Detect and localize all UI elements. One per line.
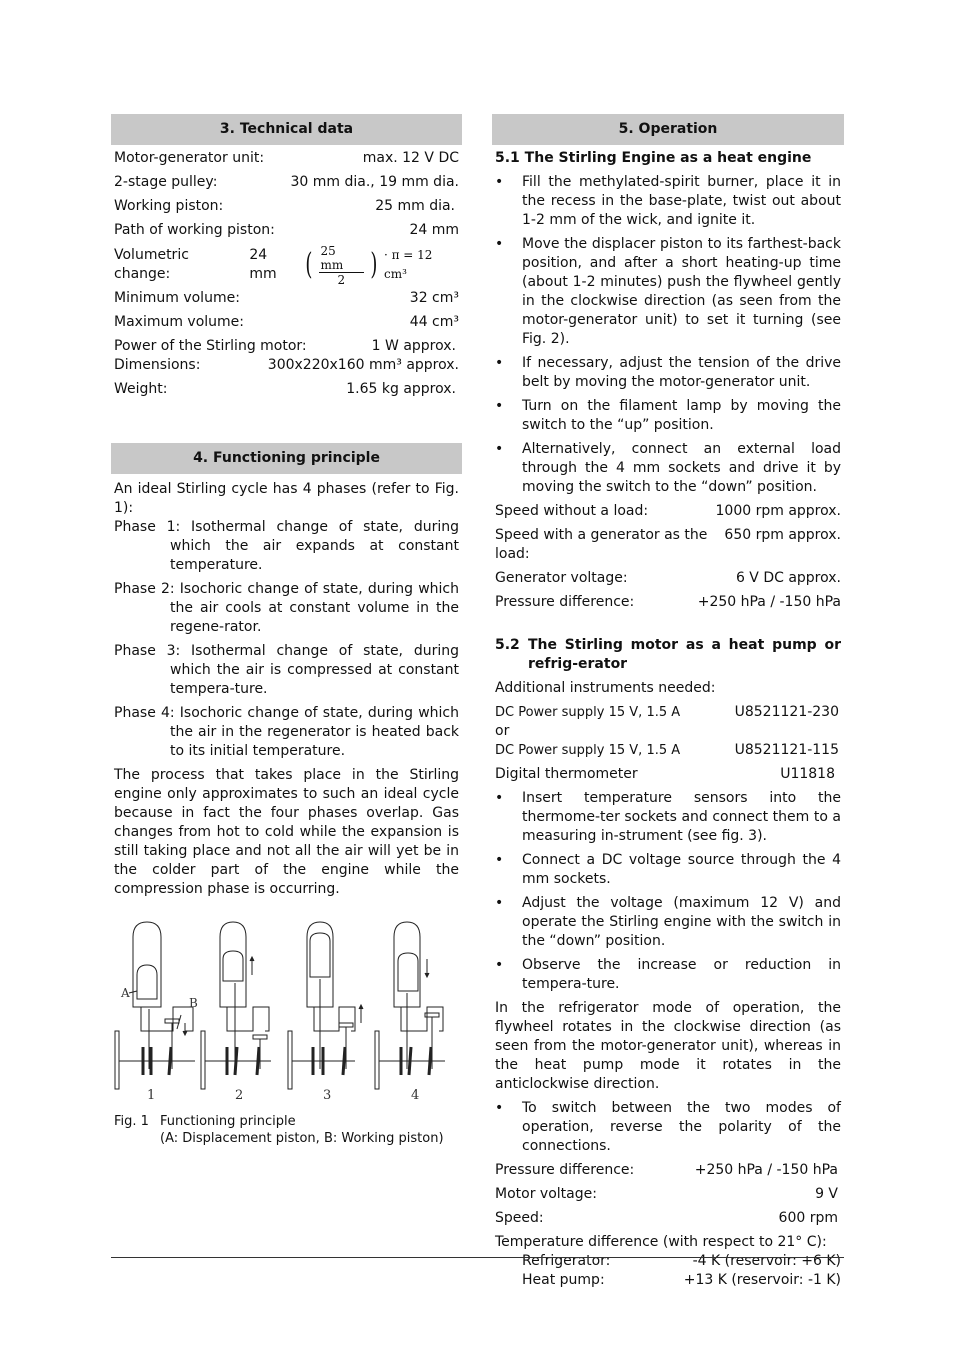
caption-number: Fig. 1	[114, 1114, 149, 1129]
formula-suffix: · π = 12 cm³	[383, 248, 433, 281]
functioning-body: The process that takes place in the Stirling engine only approximates to such an ideal cycle because in fact the four phases overlap. Gas changes from hot to cold while the expansion is still taking place and not all the air will yet be in the colder part of the engine while the compression phase is occurring.	[114, 767, 459, 897]
spec-value: 300x220x160 mm³ approx.	[267, 357, 459, 373]
phase-1: Phase 1: Isothermal change of state, during which the air expands at constant temperature.	[114, 519, 459, 573]
operation-heading: 5. Operation	[492, 114, 844, 145]
spec-key: Working piston:	[114, 198, 224, 214]
spec-value: 1.65 kg approx.	[346, 381, 456, 397]
spec-row	[111, 197, 462, 216]
spec-value: 30 mm dia., 19 mm dia.	[290, 174, 459, 190]
instrument-name: DC Power supply 15 V, 1.5 A	[495, 705, 681, 720]
functioning-intro: An ideal Stirling cycle has 4 phases (refer to Fig. 1):	[114, 481, 459, 516]
spec-value: 9 V	[815, 1186, 838, 1202]
section-5-2-title	[492, 636, 844, 674]
temperature-value: -4 K (reservoir: +6 K)	[692, 1253, 841, 1269]
temperature-value: +13 K (reservoir: -1 K)	[683, 1272, 841, 1288]
spec-key: Motor-generator unit:	[114, 150, 265, 166]
temperature-row	[492, 1252, 844, 1271]
temperature-key: Refrigerator:	[522, 1253, 611, 1269]
engine-diagram-4	[375, 922, 445, 1089]
instruments-intro: Additional instruments needed:	[495, 680, 716, 696]
functioning-principle-figure	[111, 919, 462, 1109]
temperature-difference-label: Temperature difference (with respect to 21° C):	[495, 1234, 827, 1250]
section-5-1-title: 5.1 The Stirling Engine as a heat engine	[495, 150, 812, 166]
spec-value: +250 hPa / -150 hPa	[697, 594, 841, 610]
switch-mode-steps	[492, 1099, 844, 1156]
figure-number-2: 2	[235, 1088, 244, 1103]
instrument-name: or	[495, 723, 510, 739]
spec-row	[111, 313, 462, 332]
spec-key: Speed with a generator as the load:	[495, 527, 708, 562]
spec-row	[492, 593, 844, 612]
list-item: • Turn on the filament lamp by moving the switch to the “up” position.	[492, 397, 844, 435]
spec-key: Weight:	[114, 381, 168, 397]
spec-key: Speed without a load:	[495, 503, 649, 519]
spec-row	[111, 337, 462, 356]
spec-row	[492, 1209, 844, 1228]
spec-key: Pressure difference:	[495, 594, 635, 610]
instrument-row	[492, 722, 844, 741]
spec-key: Volumetric change:	[114, 247, 189, 282]
left-column	[111, 114, 462, 1147]
volumetric-formula	[249, 244, 459, 287]
spec-value: 44 cm³	[409, 314, 459, 330]
figure-label-b: B	[189, 996, 198, 1010]
right-column	[492, 114, 844, 1290]
heat-pump-steps	[492, 789, 844, 994]
spec-key: 2-stage pulley:	[114, 174, 218, 190]
spec-value: 1000 rpm approx.	[715, 503, 841, 519]
phase-4: Phase 4: Isochoric change of state, during which the air in the regenerator is heated back to its initial temperature.	[114, 705, 459, 759]
temperature-row	[492, 1271, 844, 1290]
list-item: • Move the displacer piston to its farthest-back position, and after a short heating-up time (about 1-2 minutes) push the flywheel gently in the clockwise direction (as seen from the motor-generator unit) to set it turning (see Fig. 2).	[492, 235, 844, 349]
instrument-code: U8521121-115	[734, 742, 839, 758]
list-item: • Observe the increase or reduction in tempera-ture.	[492, 956, 844, 994]
spec-row	[111, 149, 462, 168]
figure-caption	[111, 1113, 462, 1130]
spec-value: 1 W approx.	[371, 338, 456, 354]
figure-label-a: A	[121, 986, 130, 1000]
list-item: • Adjust the voltage (maximum 12 V) and operate the Stirling engine with the switch in the “down” position.	[492, 894, 844, 951]
spec-row	[492, 502, 844, 521]
spec-key: Minimum volume:	[114, 290, 240, 306]
spec-row	[111, 221, 462, 240]
phase-2: Phase 2: Isochoric change of state, during which the air cools at constant volume in the regene-rator.	[114, 581, 459, 635]
figure-number-1: 1	[147, 1088, 156, 1103]
heat-engine-steps	[492, 173, 844, 497]
instrument-row	[492, 703, 844, 722]
phase-3: Phase 3: Isothermal change of state, during which the air is compressed at constant tempera-ture.	[114, 643, 459, 697]
spec-key: Generator voltage:	[495, 570, 628, 586]
temperature-key: Heat pump:	[522, 1272, 605, 1288]
list-item: • If necessary, adjust the tension of the drive belt by moving the motor-generator unit.	[492, 354, 844, 392]
formula-paren-right: )	[370, 247, 378, 282]
fraction-denominator: 2	[337, 272, 346, 287]
fraction-numerator: 25 mm	[319, 244, 365, 273]
spec-row	[111, 356, 462, 375]
formula-prefix: 24 mm	[249, 247, 277, 282]
list-item: • Alternatively, connect an external load through the 4 mm sockets and drive it by moving the switch to the “down” position.	[492, 440, 844, 497]
section-5-2-text: The Stirling motor as a heat pump or refrig-erator	[528, 637, 841, 672]
instrument-row	[492, 741, 844, 760]
spec-value: 600 rpm	[778, 1210, 838, 1226]
instrument-row	[492, 765, 844, 784]
functioning-principle-heading: 4. Functioning principle	[111, 443, 462, 474]
figure-number-4: 4	[411, 1088, 420, 1103]
figure-number-3: 3	[323, 1088, 332, 1103]
technical-data-heading: 3. Technical data	[111, 114, 462, 145]
spec-key: Path of working piston:	[114, 222, 275, 238]
spec-value: 24 mm	[409, 222, 459, 238]
spec-row	[492, 569, 844, 588]
spec-row	[111, 289, 462, 308]
spec-key: Dimensions:	[114, 357, 201, 373]
instrument-name: DC Power supply 15 V, 1.5 A	[495, 743, 681, 758]
spec-key: Speed:	[495, 1210, 544, 1226]
spec-key: Pressure difference:	[495, 1162, 635, 1178]
formula-paren-left: (	[305, 247, 313, 282]
spec-value: +250 hPa / -150 hPa	[694, 1162, 838, 1178]
spec-key: Maximum volume:	[114, 314, 245, 330]
list-item: • Insert temperature sensors into the thermome-ter sockets and connect them to a measuring in-strument (see fig. 3).	[492, 789, 844, 846]
instrument-code: U8521121-230	[734, 704, 839, 720]
caption-title: Functioning principle	[160, 1114, 296, 1129]
spec-key: Power of the Stirling motor:	[114, 338, 307, 354]
spec-key: Motor voltage:	[495, 1186, 597, 1202]
spec-value: 32 cm³	[409, 290, 459, 306]
spec-value: 650 rpm approx.	[724, 527, 841, 543]
spec-row	[492, 1161, 844, 1180]
section-5-2-number: 5.2	[495, 637, 520, 653]
instrument-code: U11818	[780, 766, 835, 782]
spec-value: 6 V DC approx.	[735, 570, 841, 586]
spec-value: max. 12 V DC	[362, 150, 459, 166]
spec-row	[111, 380, 462, 399]
instrument-name: Digital thermometer	[495, 766, 638, 782]
spec-row	[492, 1185, 844, 1204]
refrigerator-mode-text: In the refrigerator mode of operation, the flywheel rotates in the clockwise direction (as seen from the motor-generator unit), whereas in the heat pump mode it rotates in the anticlockwise direction.	[495, 1000, 841, 1092]
spec-value: 25 mm dia.	[375, 198, 455, 214]
spec-row	[492, 526, 844, 564]
list-item: • Fill the methylated-spirit burner, place it in the recess in the base-plate, twist out about 1-2 mm of the wick, and ignite it.	[492, 173, 844, 230]
list-item: • To switch between the two modes of operation, reverse the polarity of the connections.	[492, 1099, 844, 1156]
caption-subtitle: (A: Displacement piston, B: Working piston)	[160, 1131, 444, 1146]
spec-row	[111, 173, 462, 192]
formula-fraction	[319, 244, 365, 287]
list-item: • Connect a DC voltage source through the 4 mm sockets.	[492, 851, 844, 889]
engine-diagram-2	[201, 922, 271, 1089]
footer-rule	[111, 1257, 844, 1258]
engine-diagram-1	[115, 922, 195, 1089]
volumetric-change-row	[111, 245, 462, 285]
engine-diagram-3	[288, 922, 363, 1089]
